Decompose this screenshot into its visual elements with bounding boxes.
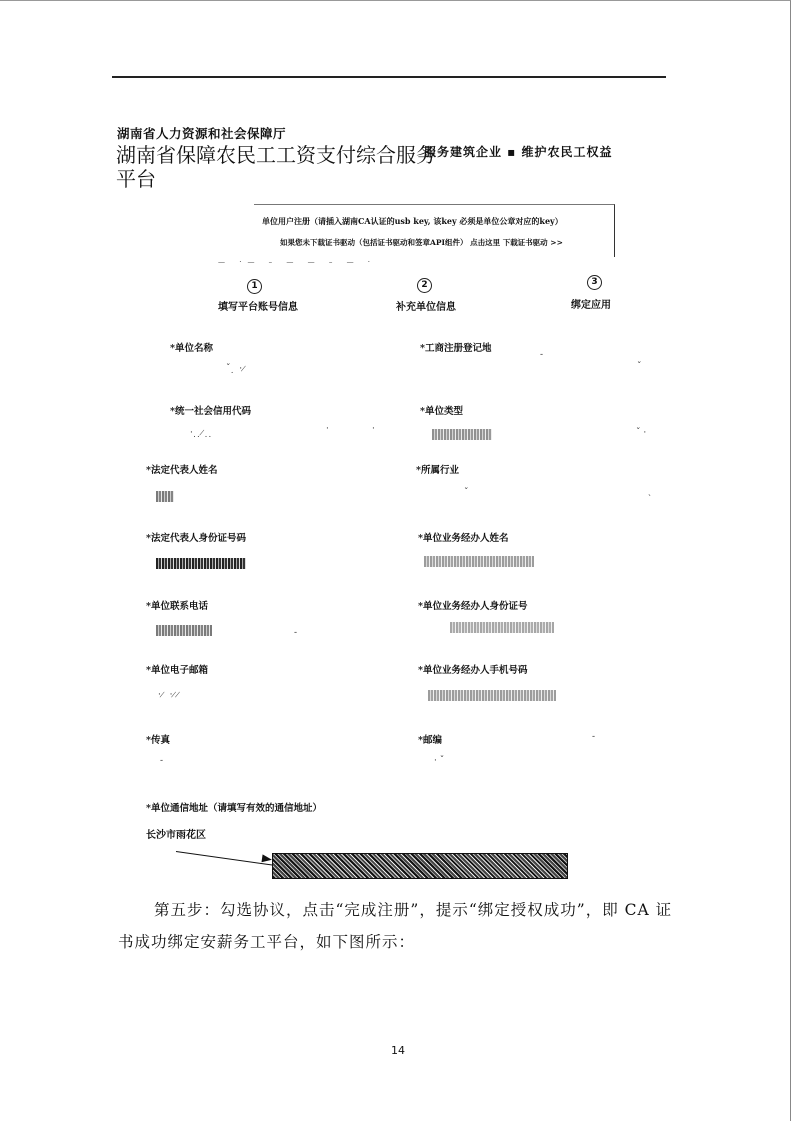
- step-1-icon: 1: [247, 279, 262, 294]
- postcode-label: *邮编: [418, 735, 442, 746]
- unit-name-label: *单位名称: [170, 343, 213, 354]
- fax-label: *传真: [146, 735, 170, 746]
- step-3-icon: 3: [587, 275, 602, 290]
- agent-mobile-value[interactable]: [428, 690, 556, 701]
- unit-name-value[interactable]: ˇ ̣ · ̷: [226, 364, 247, 374]
- step-3-label: 绑定应用: [571, 300, 611, 311]
- notice-box: [254, 204, 615, 257]
- scan-speck: ·: [326, 424, 329, 434]
- legal-rep-id-label: *法定代表人身份证号码: [146, 533, 246, 544]
- phone-value[interactable]: [156, 625, 212, 636]
- instruction-paragraph: 第五步：勾选协议，点击“完成注册”，提示“绑定授权成功”，即 CA 证: [154, 901, 673, 919]
- instruction-paragraph-line2: 书成功绑定安薪务工平台，如下图所示：: [118, 933, 416, 951]
- divider-dashes: — ·— – — — – — ·: [218, 258, 377, 266]
- scan-speck: -: [592, 732, 596, 742]
- email-label: *单位电子邮箱: [146, 665, 208, 676]
- legal-rep-name-value[interactable]: [156, 491, 174, 502]
- industry-value[interactable]: ˇ: [464, 488, 469, 498]
- registration-notice: 单位用户注册（请插入湖南CA认证的usb key, 该key 必须是单位公章对应的key）: [262, 216, 563, 226]
- scan-speck: ˏ: [648, 487, 651, 497]
- agent-id-label: *单位业务经办人身份证号: [418, 601, 528, 612]
- email-value[interactable]: · ̷ · ̷ ̷: [158, 690, 182, 700]
- address-label: *单位通信地址（请填写有效的通信地址）: [146, 803, 322, 814]
- unit-type-label: *单位类型: [420, 406, 463, 417]
- agent-id-value[interactable]: [450, 622, 554, 633]
- legal-rep-name-label: *法定代表人姓名: [146, 465, 218, 476]
- scan-speck: ˇ: [637, 362, 642, 372]
- fax-value[interactable]: -: [160, 756, 164, 766]
- business-reg-label: *工商注册登记地: [420, 343, 492, 354]
- page-number: 14: [391, 1044, 405, 1057]
- platform-title: 湖南省保障农民工工资支付综合服务: [116, 143, 436, 167]
- postcode-value[interactable]: · ˇ: [434, 756, 445, 766]
- scan-speck: ˇ ·: [636, 428, 647, 438]
- scan-speck: -: [294, 628, 298, 638]
- credit-code-label: *统一社会信用代码: [170, 406, 251, 417]
- address-value[interactable]: 长沙市雨花区: [146, 830, 206, 841]
- legal-rep-id-value[interactable]: [156, 558, 246, 569]
- scan-speck: ·: [372, 424, 375, 434]
- driver-download-link[interactable]: 如果您未下载证书驱动（包括证书驱动和签章API组件） 点击这里 下载证书驱动 >>: [280, 238, 563, 247]
- step-2-icon: 2: [417, 278, 432, 293]
- redacted-bar: [272, 853, 568, 879]
- unit-type-value[interactable]: [432, 429, 492, 440]
- agent-mobile-label: *单位业务经办人手机号码: [418, 665, 528, 676]
- header-rule: [112, 76, 666, 78]
- agent-name-value[interactable]: [424, 556, 534, 567]
- phone-label: *单位联系电话: [146, 601, 208, 612]
- agent-name-label: *单位业务经办人姓名: [418, 533, 509, 544]
- step-1-label: 填写平台账号信息: [218, 302, 298, 313]
- credit-code-value[interactable]: · ̣ ̣ ̷ ̣ ̣: [190, 428, 214, 438]
- department-name: 湖南省人力资源和社会保障厅: [117, 126, 287, 141]
- business-reg-value[interactable]: -: [540, 350, 544, 360]
- platform-title-line2: 平台: [116, 167, 156, 191]
- step-2-label: 补充单位信息: [396, 302, 456, 313]
- platform-slogan: 服务建筑企业 ▪ 维护农民工权益: [424, 145, 613, 159]
- industry-label: *所属行业: [416, 465, 459, 476]
- annotation-arrow-head: [261, 854, 272, 863]
